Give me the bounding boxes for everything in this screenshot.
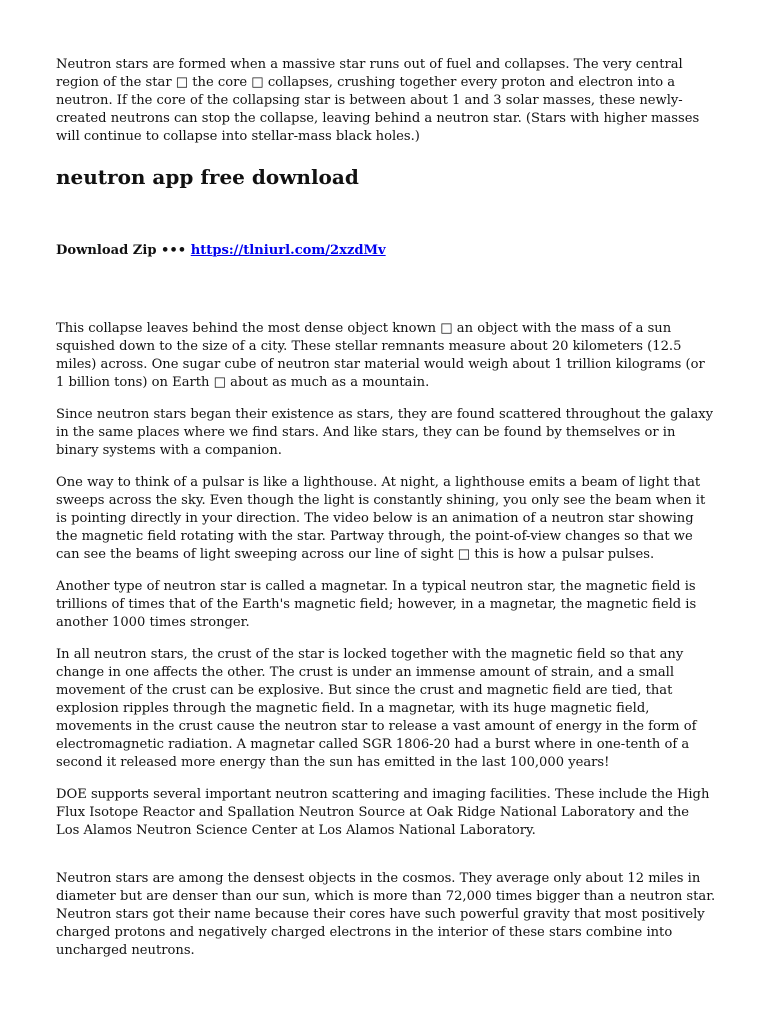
download-label: Download Zip ••• — [56, 243, 191, 258]
body-paragraph-2: Since neutron stars began their existence as stars, they are found scattered throughout the galaxy in the same places where we find stars. And like stars, they can be found by themselves or in binary systems with a companion. — [56, 407, 714, 458]
body-paragraph-7: Neutron stars are among the densest objects in the cosmos. They average only about 12 miles in diameter but are denser than our sun, which is more than 72,000 times bigger than a neutron star. Neutron stars got their name because their cores have such powerful gravity that most positively charged protons and negatively charged electrons in the interior of these stars combine into uncharged neutrons. — [56, 871, 716, 958]
body-paragraph-3: One way to think of a pulsar is like a lighthouse. At night, a lighthouse emits a beam of light that sweeps across the sky. Even though the light is constantly shining, you only see the beam when it is pointing directly in your direction. The video below is an animation of a neutron star showing the magnetic field rotating with the star. Partway through, the point-of-view changes so that we can see the beams of light sweeping across our line of sight □ this is how a pulsar pulses. — [56, 475, 706, 562]
body-paragraph-1: This collapse leaves behind the most dense object known □ an object with the mass of a sun squished down to the size of a city. These stellar remnants measure about 20 kilometers (12.5 miles) across. One sugar cube of neutron star material would weigh about 1 trillion kilograms (or 1 billion tons) on Earth □ about as much as a mountain. — [56, 321, 705, 390]
download-link[interactable]: https://tlniurl.com/2xzdMv — [190, 243, 386, 258]
intro-paragraph: Neutron stars are formed when a massive star runs out of fuel and collapses. The very central region of the star □ the core □ collapses, crushing together every proton and electron into a neutron. If the core of the collapsing star is between about 1 and 3 solar masses, these newly-created neutrons can stop the collapse, leaving behind a neutron star. (Stars with higher masses will continue to collapse into stellar-mass black holes.) — [56, 57, 700, 144]
body-paragraph-5: In all neutron stars, the crust of the star is locked together with the magnetic field so that any change in one affects the other. The crust is under an immense amount of strain, and a small movement of the crust can be explosive. But since the crust and magnetic field are tied, that explosion ripples through the magnetic field. In a magnetar, with its huge magnetic field, movements in the crust cause the neutron star to release a vast amount of energy in the form of electromagnetic radiation. A magnetar called SGR 1806-20 had a burst where in one-tenth of a second it released more energy than the sun has emitted in the last 100,000 years! — [56, 647, 697, 770]
document-page — [56, 56, 716, 960]
page-heading: neutron app free download — [56, 165, 359, 189]
body-paragraph-4: Another type of neutron star is called a magnetar. In a typical neutron star, the magnetic field is trillions of times that of the Earth's magnetic field; however, in a magnetar, the magnetic field is another 1000 times stronger. — [56, 579, 697, 630]
download-line — [56, 242, 716, 260]
body-paragraph-6: DOE supports several important neutron scattering and imaging facilities. These include the High Flux Isotope Reactor and Spallation Neutron Source at Oak Ridge National Laboratory and the Los Alamos Neutron Science Center at Los Alamos National Laboratory. — [56, 787, 710, 838]
